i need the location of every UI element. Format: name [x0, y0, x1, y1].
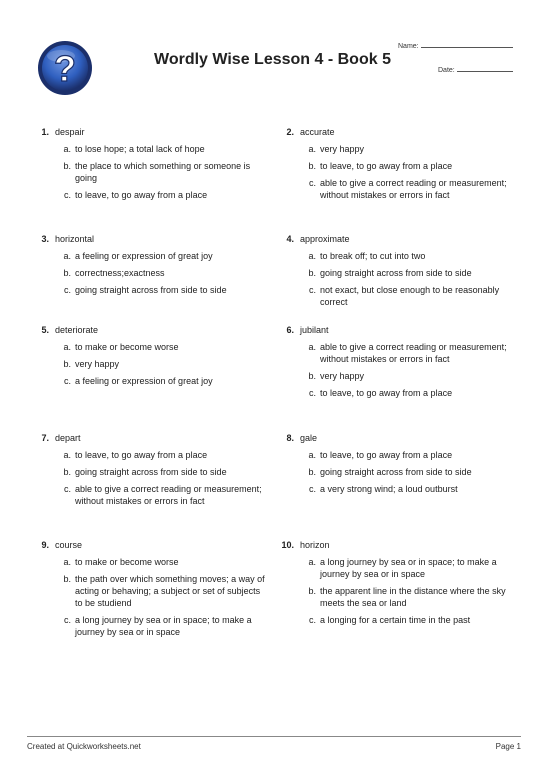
option-text: very happy: [320, 371, 365, 381]
option-text: to leave, to go away from a place: [75, 190, 208, 200]
question-word: approximate: [300, 234, 350, 244]
question-word: despair: [55, 127, 85, 137]
option-letter: c.: [63, 376, 71, 386]
answer-option: [280, 370, 515, 382]
answer-option: [35, 556, 270, 568]
name-label: Name:: [398, 43, 419, 50]
answer-option: [280, 341, 515, 365]
question-word: depart: [55, 433, 81, 443]
answer-option: [280, 614, 515, 626]
answer-option: [280, 556, 515, 580]
question-8: [280, 432, 515, 500]
question-number: 9.: [41, 540, 49, 550]
option-letter: a.: [63, 144, 71, 154]
option-letter: b.: [308, 161, 316, 171]
option-text: to lose hope; a total lack of hope: [75, 144, 205, 154]
name-field[interactable]: [398, 40, 513, 50]
answer-option: [280, 585, 515, 609]
option-text: a long journey by sea or in space; to make a journey by sea or in space: [320, 557, 497, 579]
option-text: able to give a correct reading or measurement; without mistakes or errors in fact: [320, 342, 507, 364]
option-text: going straight across from side to side: [75, 285, 227, 295]
answer-option: [35, 466, 270, 478]
option-letter: a.: [308, 144, 316, 154]
question-9: [35, 539, 270, 643]
option-letter: a.: [63, 450, 71, 460]
option-letter: c.: [63, 285, 71, 295]
option-letter: a.: [308, 450, 316, 460]
page-title: Wordly Wise Lesson 4 - Book 5: [154, 51, 391, 68]
answer-option: [35, 358, 270, 370]
answer-option: [280, 177, 515, 201]
date-label: Date:: [438, 67, 455, 74]
question-number: 10.: [281, 540, 294, 550]
option-letter: c.: [308, 484, 316, 494]
option-letter: a.: [308, 557, 316, 567]
question-word: deteriorate: [55, 325, 99, 335]
option-letter: b.: [63, 268, 71, 278]
date-field[interactable]: [438, 64, 513, 74]
option-letter: b.: [308, 268, 316, 278]
logo-question-mark: ?: [54, 48, 76, 89]
question-6: [280, 324, 515, 404]
option-text: a very strong wind; a loud outburst: [320, 484, 458, 494]
answer-option: [35, 189, 270, 201]
answer-option: [280, 143, 515, 155]
answer-option: [35, 250, 270, 262]
question-word: horizon: [300, 540, 330, 550]
answer-option: [35, 449, 270, 461]
option-text: very happy: [75, 359, 120, 369]
answer-option: [35, 267, 270, 279]
question-number: 1.: [41, 127, 49, 137]
question-word: jubilant: [300, 325, 329, 335]
option-letter: c.: [308, 615, 316, 625]
answer-option: [280, 284, 515, 308]
option-letter: c.: [63, 615, 71, 625]
option-letter: c.: [308, 285, 316, 295]
option-text: correctness;exactness: [75, 268, 165, 278]
question-word: accurate: [300, 127, 335, 137]
question-number: 2.: [286, 127, 294, 137]
option-text: a longing for a certain time in the past: [320, 615, 471, 625]
option-letter: c.: [308, 178, 316, 188]
question-number: 7.: [41, 433, 49, 443]
option-letter: a.: [308, 251, 316, 261]
option-text: to make or become worse: [75, 342, 179, 352]
option-text: the apparent line in the distance where the sky meets the sea or land: [320, 586, 506, 608]
answer-option: [280, 387, 515, 399]
answer-option: [35, 573, 270, 609]
option-text: to leave, to go away from a place: [320, 388, 453, 398]
option-letter: a.: [308, 342, 316, 352]
footer-credit: Created at Quickworksheets.net: [27, 742, 141, 751]
option-text: going straight across from side to side: [320, 268, 472, 278]
option-letter: b.: [63, 574, 71, 584]
option-letter: b.: [63, 467, 71, 477]
option-text: a feeling or expression of great joy: [75, 251, 213, 261]
question-word: gale: [300, 433, 318, 443]
answer-option: [35, 143, 270, 155]
question-number: 6.: [286, 325, 294, 335]
question-1: [35, 126, 270, 206]
question-number: 4.: [286, 234, 294, 244]
name-underline: [421, 40, 513, 48]
answer-option: [280, 466, 515, 478]
question-10: [280, 539, 515, 631]
answer-option: [35, 160, 270, 184]
option-text: a feeling or expression of great joy: [75, 376, 213, 386]
option-letter: a.: [63, 557, 71, 567]
option-letter: b.: [308, 586, 316, 596]
option-text: to leave, to go away from a place: [320, 161, 453, 171]
option-letter: b.: [308, 371, 316, 381]
option-text: to break off; to cut into two: [320, 251, 426, 261]
answer-option: [35, 614, 270, 638]
option-text: going straight across from side to side: [320, 467, 472, 477]
option-text: able to give a correct reading or measurement; without mistakes or errors in fact: [320, 178, 507, 200]
option-text: the path over which something moves; a way of acting or behaving; a subject or set of subjects to be studiend: [75, 574, 265, 608]
option-text: the place to which something or someone is going: [75, 161, 251, 183]
answer-option: [35, 284, 270, 296]
option-text: very happy: [320, 144, 365, 154]
answer-option: [35, 341, 270, 353]
option-letter: c.: [63, 484, 71, 494]
option-text: not exact, but close enough to be reasonably correct: [320, 285, 500, 307]
option-letter: a.: [63, 342, 71, 352]
answer-option: [280, 267, 515, 279]
option-letter: b.: [63, 359, 71, 369]
question-logo-icon: [37, 40, 93, 96]
question-number: 8.: [286, 433, 294, 443]
question-2: [280, 126, 515, 206]
answer-option: [280, 160, 515, 172]
option-letter: c.: [63, 190, 71, 200]
question-7: [35, 432, 270, 512]
answer-option: [35, 375, 270, 387]
question-5: [35, 324, 270, 392]
question-4: [280, 233, 515, 313]
question-word: course: [55, 540, 83, 550]
question-number: 3.: [41, 234, 49, 244]
option-text: to make or become worse: [75, 557, 179, 567]
option-text: able to give a correct reading or measurement; without mistakes or errors in fact: [75, 484, 262, 506]
option-text: to leave, to go away from a place: [75, 450, 208, 460]
answer-option: [35, 483, 270, 507]
option-letter: b.: [63, 161, 71, 171]
option-text: to leave, to go away from a place: [320, 450, 453, 460]
question-number: 5.: [41, 325, 49, 335]
answer-option: [280, 449, 515, 461]
question-3: [35, 233, 270, 301]
option-letter: c.: [308, 388, 316, 398]
option-letter: a.: [63, 251, 71, 261]
date-underline: [457, 64, 513, 72]
option-letter: b.: [308, 467, 316, 477]
page-number: Page 1: [495, 742, 521, 751]
option-text: going straight across from side to side: [75, 467, 227, 477]
question-word: horizontal: [55, 234, 95, 244]
answer-option: [280, 483, 515, 495]
footer-divider: [27, 736, 521, 737]
answer-option: [280, 250, 515, 262]
option-text: a long journey by sea or in space; to make a journey by sea or in space: [75, 615, 252, 637]
